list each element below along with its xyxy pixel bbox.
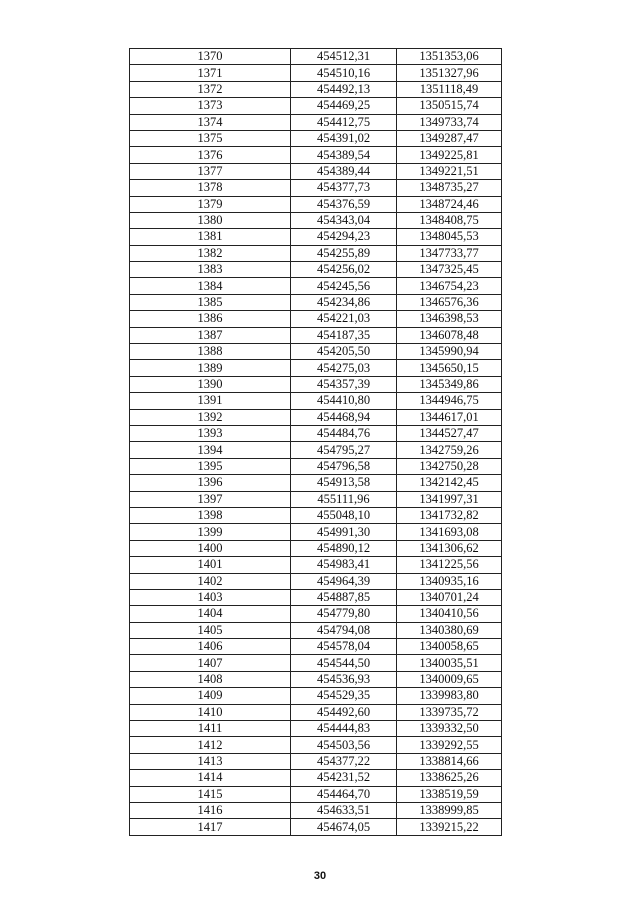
y-coordinate-cell: 1347325,45 — [397, 262, 502, 278]
point-number-cell: 1389 — [130, 360, 291, 376]
point-number-cell: 1382 — [130, 245, 291, 261]
point-number-cell: 1383 — [130, 262, 291, 278]
table-row — [130, 180, 502, 196]
x-coordinate-cell: 454357,39 — [291, 376, 397, 392]
y-coordinate-cell: 1349287,47 — [397, 130, 502, 146]
x-coordinate-cell: 454245,56 — [291, 278, 397, 294]
y-coordinate-cell: 1340380,69 — [397, 622, 502, 638]
y-coordinate-cell: 1345650,15 — [397, 360, 502, 376]
table-row — [130, 311, 502, 327]
point-number-cell: 1392 — [130, 409, 291, 425]
x-coordinate-cell: 454234,86 — [291, 294, 397, 310]
point-number-cell: 1407 — [130, 655, 291, 671]
coordinate-table — [129, 48, 502, 836]
y-coordinate-cell: 1339983,80 — [397, 688, 502, 704]
table-row — [130, 491, 502, 507]
table-row — [130, 245, 502, 261]
y-coordinate-cell: 1339735,72 — [397, 704, 502, 720]
x-coordinate-cell: 454377,73 — [291, 180, 397, 196]
point-number-cell: 1394 — [130, 442, 291, 458]
x-coordinate-cell: 454343,04 — [291, 212, 397, 228]
table-row — [130, 589, 502, 605]
y-coordinate-cell: 1341225,56 — [397, 557, 502, 573]
x-coordinate-cell: 454484,76 — [291, 425, 397, 441]
y-coordinate-cell: 1348045,53 — [397, 229, 502, 245]
table-row — [130, 327, 502, 343]
table-row — [130, 360, 502, 376]
point-number-cell: 1404 — [130, 606, 291, 622]
table-row — [130, 196, 502, 212]
point-number-cell: 1393 — [130, 425, 291, 441]
point-number-cell: 1374 — [130, 114, 291, 130]
table-row — [130, 294, 502, 310]
point-number-cell: 1388 — [130, 344, 291, 360]
y-coordinate-cell: 1342750,28 — [397, 458, 502, 474]
point-number-cell: 1402 — [130, 573, 291, 589]
point-number-cell: 1381 — [130, 229, 291, 245]
x-coordinate-cell: 454964,39 — [291, 573, 397, 589]
x-coordinate-cell: 454255,89 — [291, 245, 397, 261]
y-coordinate-cell: 1338999,85 — [397, 802, 502, 818]
point-number-cell: 1373 — [130, 98, 291, 114]
y-coordinate-cell: 1338519,59 — [397, 786, 502, 802]
x-coordinate-cell: 454492,13 — [291, 81, 397, 97]
table-row — [130, 753, 502, 769]
point-number-cell: 1395 — [130, 458, 291, 474]
x-coordinate-cell: 454377,22 — [291, 753, 397, 769]
point-number-cell: 1413 — [130, 753, 291, 769]
y-coordinate-cell: 1339332,50 — [397, 721, 502, 737]
y-coordinate-cell: 1351327,96 — [397, 65, 502, 81]
x-coordinate-cell: 454991,30 — [291, 524, 397, 540]
point-number-cell: 1385 — [130, 294, 291, 310]
x-coordinate-cell: 454633,51 — [291, 802, 397, 818]
y-coordinate-cell: 1349221,51 — [397, 163, 502, 179]
table-row — [130, 655, 502, 671]
point-number-cell: 1416 — [130, 802, 291, 818]
y-coordinate-cell: 1341306,62 — [397, 540, 502, 556]
point-number-cell: 1405 — [130, 622, 291, 638]
y-coordinate-cell: 1342759,26 — [397, 442, 502, 458]
x-coordinate-cell: 454913,58 — [291, 475, 397, 491]
x-coordinate-cell: 454887,85 — [291, 589, 397, 605]
y-coordinate-cell: 1342142,45 — [397, 475, 502, 491]
table-row — [130, 671, 502, 687]
table-row — [130, 278, 502, 294]
point-number-cell: 1408 — [130, 671, 291, 687]
table-row — [130, 262, 502, 278]
x-coordinate-cell: 454468,94 — [291, 409, 397, 425]
point-number-cell: 1370 — [130, 49, 291, 65]
point-number-cell: 1375 — [130, 130, 291, 146]
x-coordinate-cell: 454503,56 — [291, 737, 397, 753]
x-coordinate-cell: 454779,80 — [291, 606, 397, 622]
table-row — [130, 540, 502, 556]
x-coordinate-cell: 454221,03 — [291, 311, 397, 327]
y-coordinate-cell: 1345349,86 — [397, 376, 502, 392]
y-coordinate-cell: 1338625,26 — [397, 770, 502, 786]
point-number-cell: 1401 — [130, 557, 291, 573]
x-coordinate-cell: 454294,23 — [291, 229, 397, 245]
x-coordinate-cell: 454510,16 — [291, 65, 397, 81]
y-coordinate-cell: 1341732,82 — [397, 507, 502, 523]
x-coordinate-cell: 454890,12 — [291, 540, 397, 556]
table-row — [130, 819, 502, 835]
x-coordinate-cell: 454389,44 — [291, 163, 397, 179]
point-number-cell: 1377 — [130, 163, 291, 179]
x-coordinate-cell: 454983,41 — [291, 557, 397, 573]
table-row — [130, 229, 502, 245]
y-coordinate-cell: 1346078,48 — [397, 327, 502, 343]
x-coordinate-cell: 454391,02 — [291, 130, 397, 146]
y-coordinate-cell: 1347733,77 — [397, 245, 502, 261]
point-number-cell: 1398 — [130, 507, 291, 523]
y-coordinate-cell: 1344527,47 — [397, 425, 502, 441]
table-row — [130, 737, 502, 753]
y-coordinate-cell: 1340935,16 — [397, 573, 502, 589]
x-coordinate-cell: 454544,50 — [291, 655, 397, 671]
y-coordinate-cell: 1338814,66 — [397, 753, 502, 769]
x-coordinate-cell: 454536,93 — [291, 671, 397, 687]
x-coordinate-cell: 454578,04 — [291, 639, 397, 655]
y-coordinate-cell: 1346576,36 — [397, 294, 502, 310]
table-row — [130, 573, 502, 589]
point-number-cell: 1400 — [130, 540, 291, 556]
x-coordinate-cell: 454512,31 — [291, 49, 397, 65]
y-coordinate-cell: 1351118,49 — [397, 81, 502, 97]
x-coordinate-cell: 454796,58 — [291, 458, 397, 474]
y-coordinate-cell: 1340009,65 — [397, 671, 502, 687]
y-coordinate-cell: 1349225,81 — [397, 147, 502, 163]
x-coordinate-cell: 454231,52 — [291, 770, 397, 786]
y-coordinate-cell: 1348735,27 — [397, 180, 502, 196]
table-row — [130, 130, 502, 146]
y-coordinate-cell: 1339215,22 — [397, 819, 502, 835]
y-coordinate-cell: 1351353,06 — [397, 49, 502, 65]
x-coordinate-cell: 454444,83 — [291, 721, 397, 737]
point-number-cell: 1412 — [130, 737, 291, 753]
y-coordinate-cell: 1341693,08 — [397, 524, 502, 540]
table-row — [130, 81, 502, 97]
y-coordinate-cell: 1349733,74 — [397, 114, 502, 130]
table-row — [130, 688, 502, 704]
point-number-cell: 1411 — [130, 721, 291, 737]
table-row — [130, 49, 502, 65]
y-coordinate-cell: 1340035,51 — [397, 655, 502, 671]
y-coordinate-cell: 1344617,01 — [397, 409, 502, 425]
table-row — [130, 802, 502, 818]
x-coordinate-cell: 455048,10 — [291, 507, 397, 523]
table-row — [130, 376, 502, 392]
x-coordinate-cell: 455111,96 — [291, 491, 397, 507]
y-coordinate-cell: 1346754,23 — [397, 278, 502, 294]
y-coordinate-cell: 1346398,53 — [397, 311, 502, 327]
y-coordinate-cell: 1348724,46 — [397, 196, 502, 212]
point-number-cell: 1417 — [130, 819, 291, 835]
table-row — [130, 622, 502, 638]
table-row — [130, 425, 502, 441]
x-coordinate-cell: 454205,50 — [291, 344, 397, 360]
x-coordinate-cell: 454795,27 — [291, 442, 397, 458]
y-coordinate-cell: 1339292,55 — [397, 737, 502, 753]
x-coordinate-cell: 454464,70 — [291, 786, 397, 802]
table-row — [130, 770, 502, 786]
point-number-cell: 1410 — [130, 704, 291, 720]
table-row — [130, 557, 502, 573]
point-number-cell: 1379 — [130, 196, 291, 212]
table-row — [130, 393, 502, 409]
x-coordinate-cell: 454410,80 — [291, 393, 397, 409]
y-coordinate-cell: 1341997,31 — [397, 491, 502, 507]
point-number-cell: 1399 — [130, 524, 291, 540]
point-number-cell: 1397 — [130, 491, 291, 507]
table-row — [130, 114, 502, 130]
x-coordinate-cell: 454412,75 — [291, 114, 397, 130]
table-row — [130, 704, 502, 720]
point-number-cell: 1391 — [130, 393, 291, 409]
x-coordinate-cell: 454187,35 — [291, 327, 397, 343]
x-coordinate-cell: 454674,05 — [291, 819, 397, 835]
x-coordinate-cell: 454794,08 — [291, 622, 397, 638]
x-coordinate-cell: 454529,35 — [291, 688, 397, 704]
point-number-cell: 1409 — [130, 688, 291, 704]
point-number-cell: 1415 — [130, 786, 291, 802]
table-row — [130, 524, 502, 540]
point-number-cell: 1414 — [130, 770, 291, 786]
table-row — [130, 163, 502, 179]
point-number-cell: 1403 — [130, 589, 291, 605]
x-coordinate-cell: 454469,25 — [291, 98, 397, 114]
point-number-cell: 1372 — [130, 81, 291, 97]
x-coordinate-cell: 454376,59 — [291, 196, 397, 212]
y-coordinate-cell: 1340410,56 — [397, 606, 502, 622]
table-row — [130, 507, 502, 523]
y-coordinate-cell: 1340701,24 — [397, 589, 502, 605]
table-row — [130, 147, 502, 163]
point-number-cell: 1396 — [130, 475, 291, 491]
point-number-cell: 1384 — [130, 278, 291, 294]
table-row — [130, 65, 502, 81]
x-coordinate-cell: 454492,60 — [291, 704, 397, 720]
x-coordinate-cell: 454275,03 — [291, 360, 397, 376]
coordinate-table-body — [130, 49, 502, 836]
table-row — [130, 442, 502, 458]
y-coordinate-cell: 1344946,75 — [397, 393, 502, 409]
table-row — [130, 475, 502, 491]
table-row — [130, 639, 502, 655]
y-coordinate-cell: 1345990,94 — [397, 344, 502, 360]
point-number-cell: 1390 — [130, 376, 291, 392]
table-row — [130, 409, 502, 425]
page-number: 30 — [313, 870, 327, 882]
x-coordinate-cell: 454389,54 — [291, 147, 397, 163]
point-number-cell: 1371 — [130, 65, 291, 81]
point-number-cell: 1386 — [130, 311, 291, 327]
point-number-cell: 1378 — [130, 180, 291, 196]
table-row — [130, 786, 502, 802]
table-row — [130, 721, 502, 737]
point-number-cell: 1406 — [130, 639, 291, 655]
point-number-cell: 1376 — [130, 147, 291, 163]
table-row — [130, 98, 502, 114]
y-coordinate-cell: 1340058,65 — [397, 639, 502, 655]
y-coordinate-cell: 1350515,74 — [397, 98, 502, 114]
point-number-cell: 1387 — [130, 327, 291, 343]
table-row — [130, 458, 502, 474]
point-number-cell: 1380 — [130, 212, 291, 228]
table-row — [130, 606, 502, 622]
x-coordinate-cell: 454256,02 — [291, 262, 397, 278]
table-row — [130, 212, 502, 228]
table-row — [130, 344, 502, 360]
y-coordinate-cell: 1348408,75 — [397, 212, 502, 228]
